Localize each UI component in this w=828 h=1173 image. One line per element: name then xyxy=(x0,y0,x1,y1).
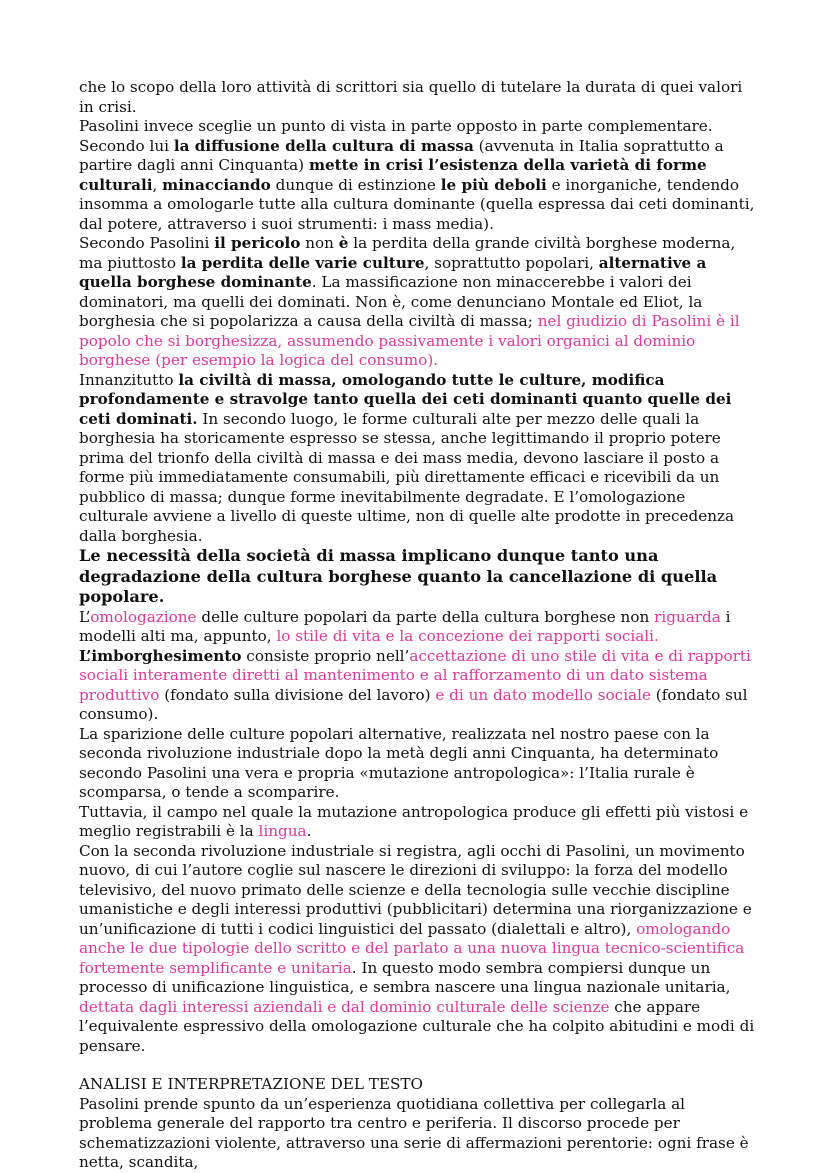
paragraph xyxy=(79,725,759,803)
highlighted-text: nel giudizio di Pasolini è il popolo che si borghesizza, assumendo passivamente i valori organici al dominio borghese (per esempio la logica del consumo). xyxy=(79,312,740,369)
text-run: i modelli alti ma, appunto, xyxy=(79,607,731,645)
highlighted-text: riguarda xyxy=(654,607,721,626)
bold-text: il pericolo xyxy=(214,234,301,252)
text-run: (avvenuta in Italia soprattutto a partire dagli anni Cinquanta) xyxy=(79,136,724,174)
highlighted-text: accettazione di uno stile di vita e di rapporti sociali interamente diretti al mantenimento e al rafforzamento di un dato sistema produttivo xyxy=(79,646,751,704)
section-paragraph: Pasolini prende spunto da un’esperienza quotidiana collettiva per collegarla al problema generale del rapporto tra centro e periferia. Il discorso procede per schematizzazioni violente, attraverso una serie di affermazioni perentorie: ogni frase è netta, scandita, xyxy=(79,1094,749,1171)
text-run: che lo scopo della loro attività di scrittori sia quello di tutelare la durata di quei valori in crisi. xyxy=(79,78,743,116)
text-run: che appare l’equivalente espressivo della omologazione culturale che ha colpito abitudini e modi di pensare. xyxy=(79,997,755,1055)
document-page xyxy=(79,78,759,1173)
text-run: (fondato sul consumo). xyxy=(79,685,748,723)
text-run: L’ xyxy=(79,607,91,626)
text-run: e inorganiche, tendendo insomma a omologarle tutte alla cultura dominante (quella espressa dai ceti dominanti, dal potere, attraverso i suoi strumenti: i mass media). xyxy=(79,175,755,233)
bold-text: Le necessità della società di massa implicano dunque tanto una degradazione della cultura borghese quanto la cancellazione di quella popolare. xyxy=(79,546,718,606)
text-run: Tuttavia, il campo nel quale la mutazione antropologica produce gli effetti più vistosi e meglio registrabili è la xyxy=(79,802,749,840)
bold-text: la civiltà di massa, omologando tutte le culture, modifica profondamente e stravolge tanto quella dei ceti dominanti quanto quelle dei ceti dominati. xyxy=(79,370,732,428)
text-run: consiste proprio nell’ xyxy=(241,646,410,665)
bold-text: mette in crisi l’esistenza della varietà di forme culturali xyxy=(79,156,707,194)
highlighted-text: lingua xyxy=(258,822,307,840)
bold-text: è xyxy=(338,234,349,252)
bold-text: le più deboli xyxy=(440,175,547,194)
bold-text: minacciando xyxy=(162,175,271,194)
text-run: . In questo modo sembra compiersi dunque un processo di unificazione linguistica, e sembra nascere una lingua nazionale unitaria, xyxy=(79,958,731,996)
paragraph xyxy=(79,608,759,647)
highlighted-text: e di un dato modello sociale xyxy=(435,685,651,704)
highlighted-text: omologazione xyxy=(90,607,197,626)
document-body xyxy=(79,78,759,1056)
highlighted-text: lo stile di vita e la concezione dei rapporti sociali. xyxy=(276,627,659,645)
section-spacer xyxy=(79,1056,759,1075)
highlighted-text: dettata dagli interessi aziendali e dal dominio culturale delle scienze xyxy=(79,997,610,1016)
paragraph xyxy=(79,803,759,842)
bold-text: la diffusione della cultura di massa xyxy=(173,136,474,155)
paragraph xyxy=(79,546,759,608)
bold-text: L’imborghesimento xyxy=(79,646,242,665)
paragraph xyxy=(79,647,759,725)
text-run: la perdita della grande civiltà borghese moderna, ma piuttosto xyxy=(79,234,736,272)
text-run: delle culture popolari da parte della cultura borghese non xyxy=(196,607,655,626)
text-run: , xyxy=(152,175,163,194)
text-run: . La massificazione non minaccerebbe i valori dei dominatori, ma quelli dei dominati. Non è, come denunciano Montale ed Eliot, la borghesia che si popolarizza a causa della civiltà di massa; xyxy=(79,273,703,330)
paragraph xyxy=(79,842,759,1057)
text-run: non xyxy=(300,234,339,252)
text-run: La sparizione delle culture popolari alternative, realizzata nel nostro paese con la seconda rivoluzione industriale dopo la metà degli anni Cinquanta, ha determinato secondo Pasolini una vera e propria «mutazione antropologica»: l’Italia rurale è scomparsa, o tende a scomparire. xyxy=(79,724,719,801)
text-run: (fondato sulla divisione del lavoro) xyxy=(159,685,436,704)
text-run: Pasolini invece sceglie un punto di vista in parte opposto in parte complementare. Secondo lui xyxy=(79,117,713,155)
text-run: . xyxy=(306,822,312,840)
paragraph xyxy=(79,117,759,234)
paragraph xyxy=(79,78,759,117)
paragraph xyxy=(79,234,759,371)
text-run: Secondo Pasolini xyxy=(79,234,215,252)
text-run: , soprattutto popolari, xyxy=(424,253,599,272)
paragraph xyxy=(79,371,759,547)
section-heading: ANALISI E INTERPRETAZIONE DEL TESTO xyxy=(79,1075,423,1093)
highlighted-text: omologando anche le due tipologie dello scritto e del parlato a una nuova lingua tecnico-scientifica fortemente semplificante e unitaria xyxy=(79,919,745,977)
text-run: In secondo luogo, le forme culturali alte per mezzo delle quali la borghesia ha storicamente espresso se stessa, anche legittimando il proprio potere prima del trionfo della civiltà di massa e dei mass media, devono lasciare il posto a forme più immediatamente consumabili, più direttamente efficaci e ricevibili da un pubblico di massa; dunque forme inevitabilmente degradate. E l’omologazione culturale avviene a livello di queste ultime, non di quelle alte prodotte in precedenza dalla borghesia. xyxy=(79,409,735,545)
bold-text: la perdita delle varie culture xyxy=(180,253,425,272)
bold-text: alternative a quella borghese dominante xyxy=(79,253,707,291)
text-run: Innanzitutto xyxy=(79,370,179,389)
text-run: Con la seconda rivoluzione industriale si registra, agli occhi di Pasolini, un movimento nuovo, di cui l’autore coglie sul nascere le direzioni di sviluppo: la forza del modello televisivo, del nuovo primato delle scienze e della tecnologia sulle vecchie discipline umanistiche e degli interessi produttivi (pubblicitari) determina una riorganizzazione e un’unificazione di tutti i codici linguistici del passato (dialettali e altro), xyxy=(79,841,752,938)
text-run: dunque di estinzione xyxy=(270,175,441,194)
